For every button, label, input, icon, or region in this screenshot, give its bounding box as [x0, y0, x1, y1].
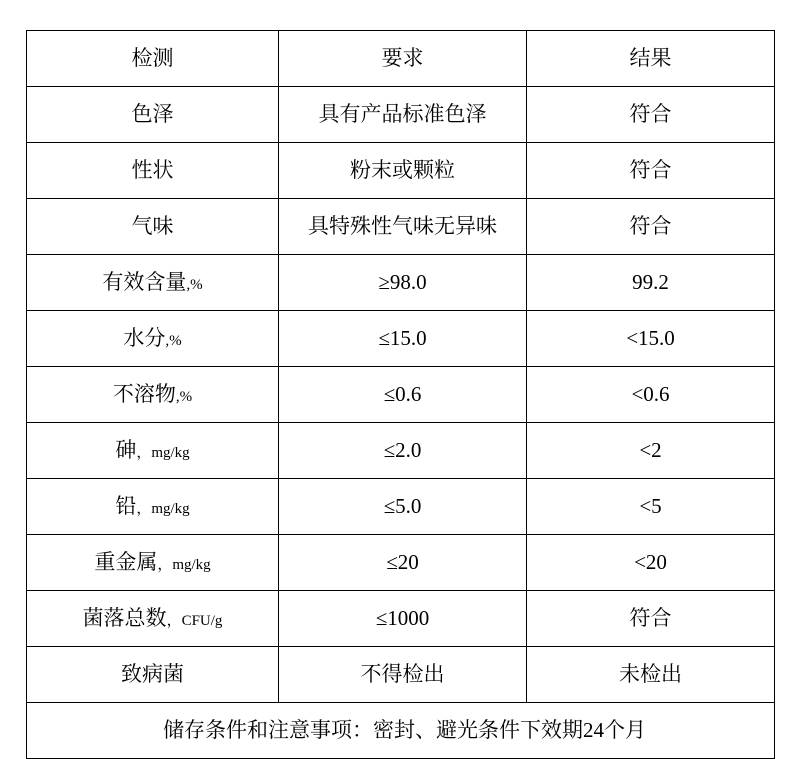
specification-table — [26, 30, 775, 759]
requirement-value: ≤0.6 — [383, 381, 422, 406]
cell-item — [27, 311, 279, 367]
cell-result — [527, 423, 775, 479]
cell-item — [27, 255, 279, 311]
table-row — [27, 591, 775, 647]
cell-result — [527, 87, 775, 143]
item-name: 致病菌 — [121, 661, 184, 686]
requirement-value: 粉末或颗粒 — [350, 157, 455, 182]
result-value: 99.2 — [632, 269, 669, 294]
specification-table-wrapper — [26, 30, 774, 759]
requirement-value: 具有产品标准色泽 — [318, 101, 487, 126]
item-name: 水分 — [123, 325, 166, 350]
result-value: 符合 — [629, 101, 672, 126]
cell-result — [527, 143, 775, 199]
table-row — [27, 311, 775, 367]
column-header-requirement-label: 要求 — [381, 45, 424, 70]
column-header-item — [27, 31, 279, 87]
cell-item — [27, 479, 279, 535]
cell-item — [27, 87, 279, 143]
item-name: 菌落总数 — [82, 605, 167, 630]
cell-requirement — [279, 255, 527, 311]
cell-result — [527, 199, 775, 255]
cell-item — [27, 423, 279, 479]
table-header-row — [27, 31, 775, 87]
table-row — [27, 143, 775, 199]
item-name: 重金属 — [94, 549, 158, 574]
requirement-value: ≤20 — [386, 549, 419, 574]
item-name: 有效含量 — [102, 269, 187, 294]
column-header-requirement — [279, 31, 527, 87]
column-header-result — [527, 31, 775, 87]
table-row — [27, 367, 775, 423]
cell-requirement — [279, 423, 527, 479]
item-name: 不溶物 — [112, 381, 176, 406]
requirement-value: ≤2.0 — [383, 437, 422, 462]
cell-requirement — [279, 535, 527, 591]
cell-result — [527, 591, 775, 647]
item-unit: ，mg/kg — [157, 556, 211, 573]
result-value: <5 — [639, 493, 662, 518]
cell-item — [27, 591, 279, 647]
item-unit: ,% — [175, 388, 193, 405]
cell-item — [27, 143, 279, 199]
requirement-value: ≤15.0 — [378, 325, 427, 350]
table-row — [27, 647, 775, 703]
requirement-value: ≤1000 — [375, 605, 430, 630]
table-footer-row — [27, 703, 775, 759]
column-header-item-label: 检测 — [131, 45, 174, 70]
cell-result — [527, 479, 775, 535]
cell-result — [527, 311, 775, 367]
requirement-value: ≥98.0 — [378, 269, 427, 294]
cell-item — [27, 367, 279, 423]
cell-requirement — [279, 647, 527, 703]
cell-item — [27, 199, 279, 255]
cell-requirement — [279, 143, 527, 199]
item-unit: ,% — [186, 276, 203, 293]
table-row — [27, 535, 775, 591]
cell-requirement — [279, 311, 527, 367]
result-value: 未检出 — [619, 661, 682, 686]
storage-note-text: 储存条件和注意事项：密封、避光条件下效期24个月 — [163, 717, 646, 742]
table-row — [27, 199, 775, 255]
cell-requirement — [279, 367, 527, 423]
result-value: 符合 — [629, 213, 672, 238]
item-unit: ，CFU/g — [166, 612, 223, 629]
cell-item — [27, 647, 279, 703]
item-name: 色泽 — [131, 101, 174, 126]
item-unit: ，mg/kg — [136, 500, 190, 517]
result-value: 符合 — [629, 157, 672, 182]
item-unit: ,% — [165, 332, 182, 349]
table-row — [27, 423, 775, 479]
cell-result — [527, 367, 775, 423]
table-row — [27, 479, 775, 535]
column-header-result-label: 结果 — [629, 45, 672, 70]
item-name: 铅 — [115, 493, 137, 518]
item-name: 砷 — [115, 437, 137, 462]
requirement-value: 不得检出 — [360, 661, 445, 686]
cell-item — [27, 535, 279, 591]
requirement-value: 具特殊性气味无异味 — [308, 213, 497, 238]
result-value: <20 — [634, 549, 667, 574]
cell-requirement — [279, 87, 527, 143]
item-name: 气味 — [131, 213, 174, 238]
requirement-value: ≤5.0 — [383, 493, 422, 518]
table-row — [27, 87, 775, 143]
cell-requirement — [279, 591, 527, 647]
cell-storage-note — [27, 703, 775, 759]
item-unit: ，mg/kg — [136, 444, 190, 461]
cell-requirement — [279, 199, 527, 255]
result-value: 符合 — [629, 605, 672, 630]
cell-result — [527, 647, 775, 703]
item-name: 性状 — [131, 157, 174, 182]
result-value: <15.0 — [626, 325, 675, 350]
cell-result — [527, 255, 775, 311]
table-row — [27, 255, 775, 311]
result-value: <0.6 — [631, 381, 670, 406]
cell-result — [527, 535, 775, 591]
cell-requirement — [279, 479, 527, 535]
result-value: <2 — [639, 437, 662, 462]
